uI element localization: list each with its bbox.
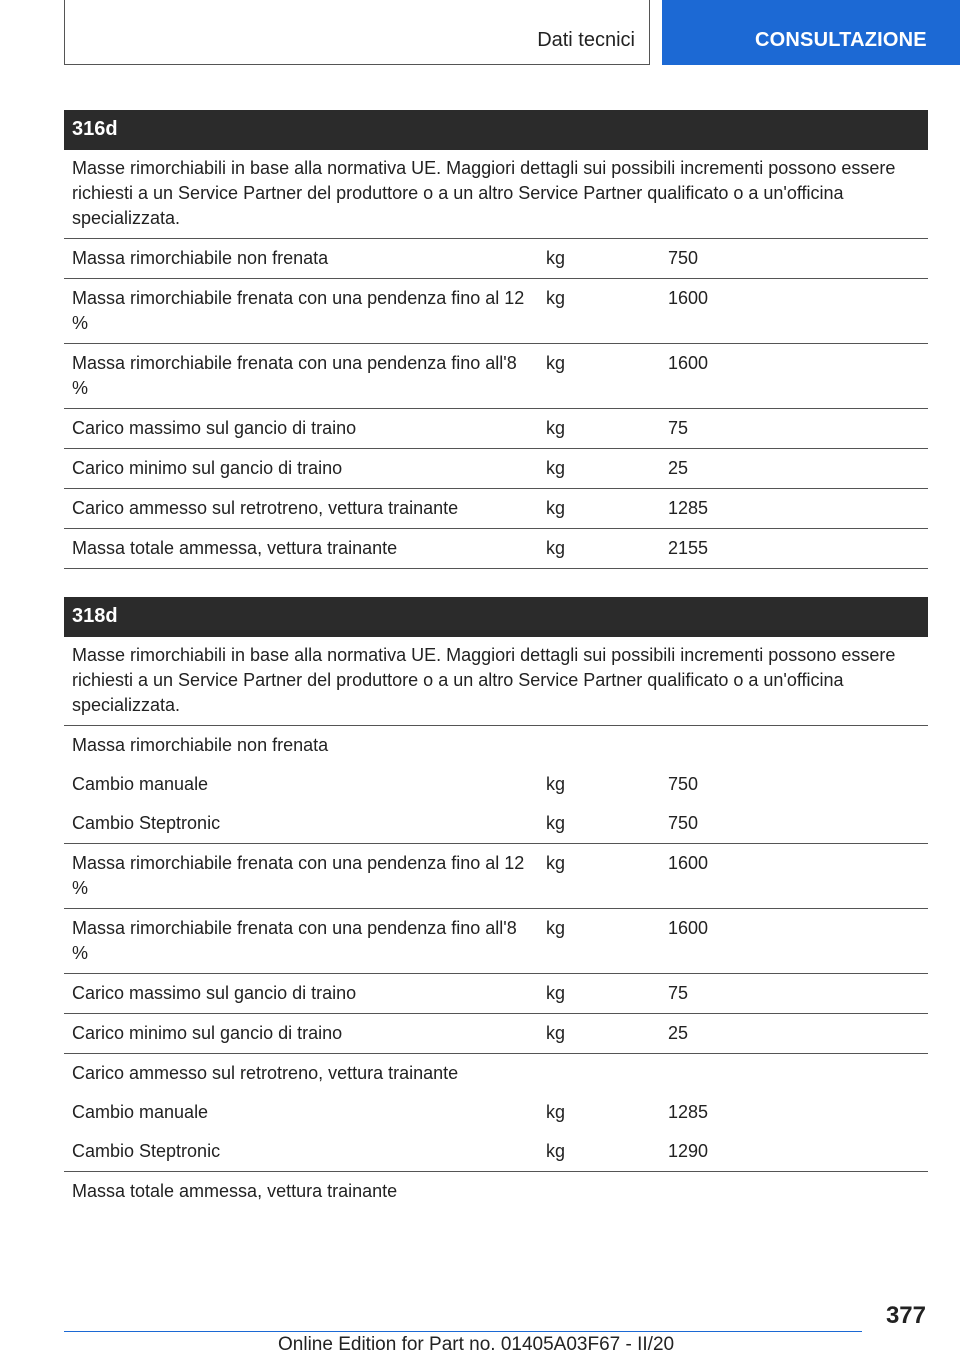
table-row <box>64 909 928 974</box>
row-value: 1600 <box>668 918 709 938</box>
row-unit: kg <box>546 1141 566 1161</box>
row-unit: kg <box>546 1102 566 1122</box>
row-unit: kg <box>546 248 566 268</box>
table-row <box>64 409 928 449</box>
tab-consultazione[interactable] <box>662 0 960 65</box>
table-row <box>64 1172 928 1211</box>
row-label: Carico massimo sul gancio di traino <box>72 983 357 1003</box>
table-row <box>64 804 928 844</box>
row-label: Cambio manuale <box>72 1102 209 1122</box>
section-title: Dati tecnici <box>537 29 635 51</box>
row-value: 2155 <box>668 538 709 558</box>
table-row <box>64 765 928 804</box>
table-row <box>64 844 928 909</box>
row-value: 25 <box>668 458 689 478</box>
row-label: Massa rimorchiabile frenata con una pendenza fino al 12 % <box>72 288 525 333</box>
row-value: 75 <box>668 418 689 438</box>
row-label: Cambio manuale <box>72 774 209 794</box>
row-label: Massa rimorchiabile non frenata <box>72 248 329 268</box>
row-unit: kg <box>546 288 566 308</box>
row-unit: kg <box>546 353 566 373</box>
row-unit: kg <box>546 458 566 478</box>
row-value <box>668 733 928 758</box>
table-row <box>64 1054 928 1093</box>
row-label: Massa rimorchiabile frenata con una pendenza fino al 12 % <box>72 853 525 898</box>
table-row <box>64 279 928 344</box>
row-label: Massa totale ammessa, vettura trainante <box>72 1181 398 1201</box>
table-title: 318d <box>64 597 928 637</box>
row-unit: kg <box>546 813 566 833</box>
row-unit <box>538 1179 668 1204</box>
row-value: 75 <box>668 983 689 1003</box>
row-value: 1285 <box>668 498 709 518</box>
row-label: Massa rimorchiabile frenata con una pendenza fino all'8 % <box>72 353 517 398</box>
row-label: Carico ammesso sul retrotreno, vettura trainante <box>72 498 459 518</box>
row-value: 1600 <box>668 853 709 873</box>
row-unit: kg <box>546 538 566 558</box>
header-section-box <box>64 0 650 65</box>
row-label: Massa rimorchiabile non frenata <box>72 735 329 755</box>
row-value <box>668 1179 928 1204</box>
spec-table-316d <box>64 110 928 569</box>
row-value: 1600 <box>668 288 709 308</box>
row-label: Carico ammesso sul retrotreno, vettura trainante <box>72 1063 459 1083</box>
table-row <box>64 1093 928 1132</box>
table-title: 316d <box>64 110 928 150</box>
row-label: Massa rimorchiabile frenata con una pendenza fino all'8 % <box>72 918 517 963</box>
table-row <box>64 344 928 409</box>
table-row <box>64 974 928 1014</box>
row-label: Cambio Steptronic <box>72 1141 221 1161</box>
row-value: 1600 <box>668 353 709 373</box>
tab-consultazione-label: CONSULTAZIONE <box>755 29 927 51</box>
row-unit: kg <box>546 418 566 438</box>
row-value: 750 <box>668 813 699 833</box>
table-row <box>64 489 928 529</box>
row-value: 25 <box>668 1023 689 1043</box>
table-intro: Masse rimorchiabili in base alla normativa UE. Maggiori dettagli sui possibili incrementi possono essere richiesti a un Service Partner del produttore o a un altro Service Partner qualificato o a un'officina specializzata. <box>64 637 928 726</box>
row-label: Carico minimo sul gancio di traino <box>72 1023 343 1043</box>
edition-note: Online Edition for Part no. 01405A03F67 - II/20 <box>278 1334 675 1355</box>
spec-table-318d <box>64 597 928 1211</box>
row-value: 1285 <box>668 1102 709 1122</box>
page-number: 377 <box>885 1302 926 1329</box>
table-row <box>64 1132 928 1172</box>
table-row <box>64 449 928 489</box>
table-row <box>64 239 928 279</box>
footer-divider <box>64 1331 862 1332</box>
row-value: 1290 <box>668 1141 709 1161</box>
row-unit: kg <box>546 498 566 518</box>
row-unit: kg <box>546 853 566 873</box>
row-unit <box>538 1061 668 1086</box>
row-value: 750 <box>668 774 699 794</box>
table-row <box>64 1014 928 1054</box>
row-unit: kg <box>546 983 566 1003</box>
row-unit: kg <box>546 1023 566 1043</box>
table-row <box>64 529 928 569</box>
row-unit <box>538 733 668 758</box>
row-unit: kg <box>546 918 566 938</box>
row-value: 750 <box>668 248 699 268</box>
row-value <box>668 1061 928 1086</box>
row-label: Carico massimo sul gancio di traino <box>72 418 357 438</box>
row-label: Massa totale ammessa, vettura trainante <box>72 538 398 558</box>
table-intro: Masse rimorchiabili in base alla normativa UE. Maggiori dettagli sui possibili incrementi possono essere richiesti a un Service Partner del produttore o a un altro Service Partner qualificato o a un'officina specializzata. <box>64 150 928 239</box>
row-label: Carico minimo sul gancio di traino <box>72 458 343 478</box>
row-unit: kg <box>546 774 566 794</box>
row-label: Cambio Steptronic <box>72 813 221 833</box>
table-row <box>64 726 928 765</box>
